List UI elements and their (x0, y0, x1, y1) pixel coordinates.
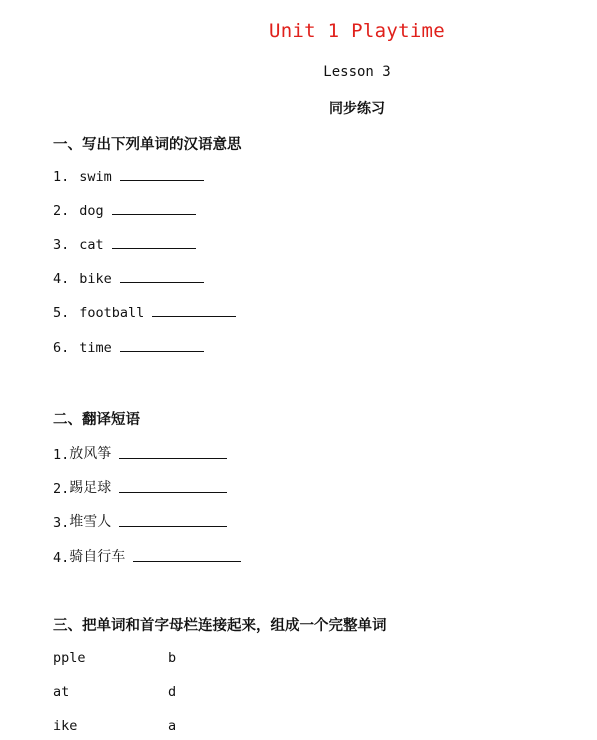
section1-heading: 一、写出下列单词的汉语意思 (53, 137, 242, 153)
answer-blank[interactable] (112, 247, 196, 249)
section1-item-5 (53, 305, 236, 321)
word-fragment[interactable]: pple (53, 650, 86, 666)
item-number: 4. (53, 271, 70, 287)
answer-blank[interactable] (119, 491, 227, 493)
item-word: cat (79, 237, 104, 253)
item-number: 1. (53, 447, 70, 463)
item-number: 2. (53, 203, 70, 219)
initial-letter[interactable]: d (168, 684, 177, 700)
section1-item-6 (53, 340, 204, 356)
item-word: time (79, 340, 112, 356)
item-number: 1. (53, 169, 70, 185)
section2-item-2 (53, 477, 227, 497)
item-number: 2. (53, 481, 70, 497)
section1-item-1 (53, 169, 204, 185)
word-fragment[interactable]: ike (53, 718, 78, 734)
section2-item-3 (53, 511, 227, 531)
item-word: swim (79, 169, 112, 185)
item-phrase: 放风筝 (69, 446, 112, 462)
section2-item-1 (53, 443, 227, 463)
item-number: 3. (53, 515, 70, 531)
item-word: bike (79, 271, 112, 287)
answer-blank[interactable] (133, 560, 241, 562)
initial-letter[interactable]: b (168, 650, 177, 666)
lesson-label: Lesson 3 (323, 64, 391, 80)
section1-item-3 (53, 237, 196, 253)
answer-blank[interactable] (119, 457, 227, 459)
answer-blank[interactable] (152, 315, 236, 317)
section2-heading: 二、翻译短语 (53, 412, 140, 428)
section3-heading: 三、把单词和首字母栏连接起来，组成一个完整单词 (53, 618, 387, 634)
item-number: 3. (53, 237, 70, 253)
item-phrase: 踢足球 (69, 480, 112, 496)
answer-blank[interactable] (120, 281, 204, 283)
section1-item-2 (53, 203, 196, 219)
item-phrase: 骑自行车 (69, 549, 126, 565)
answer-blank[interactable] (120, 179, 204, 181)
answer-blank[interactable] (112, 213, 196, 215)
page-subtitle: 同步练习 (329, 101, 385, 117)
item-phrase: 堆雪人 (69, 514, 112, 530)
item-word: dog (79, 203, 104, 219)
item-number: 4. (53, 550, 70, 566)
answer-blank[interactable] (119, 525, 227, 527)
item-number: 5. (53, 305, 70, 321)
section1-item-4 (53, 271, 204, 287)
page-title: Unit 1 Playtime (268, 20, 446, 42)
answer-blank[interactable] (120, 350, 204, 352)
word-fragment[interactable]: at (53, 684, 70, 700)
section2-item-4 (53, 546, 241, 566)
item-word: football (79, 305, 145, 321)
initial-letter[interactable]: a (168, 718, 177, 734)
item-number: 6. (53, 340, 70, 356)
